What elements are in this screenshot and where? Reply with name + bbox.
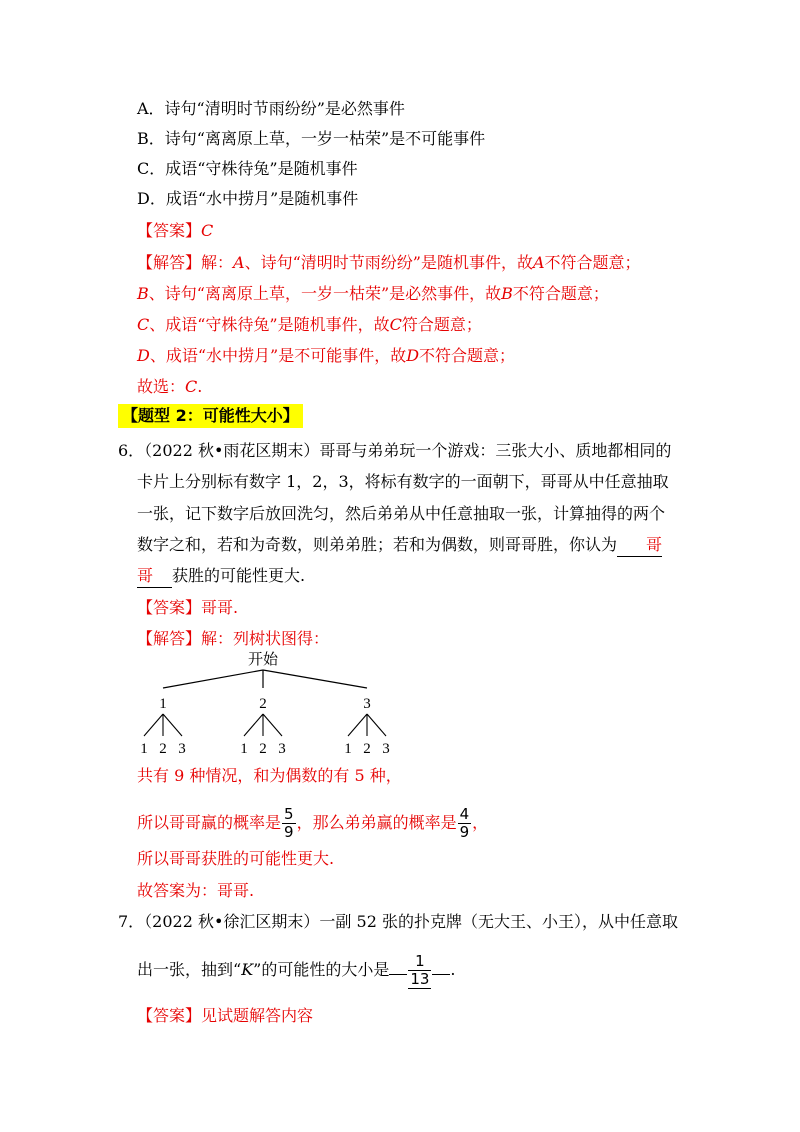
- analysis-letter: B: [137, 284, 149, 303]
- answer-value: C: [201, 221, 214, 240]
- answer-label: 【答案】: [137, 221, 202, 240]
- answer-value: 哥哥.: [201, 598, 239, 617]
- analysis-label: 【解答】: [137, 629, 202, 648]
- analysis-letter: C: [137, 315, 150, 334]
- q6-result-1: 共有 9 种情况，和为偶数的有 5 种，: [137, 766, 402, 785]
- fraction-num: 5: [284, 805, 294, 823]
- option-c: C．成语“守株待兔”是随机事件: [137, 159, 358, 178]
- q5-analysis-line-3: [137, 314, 482, 336]
- fraction-5-9: [282, 806, 296, 841]
- fraction-num: 4: [459, 805, 470, 823]
- tree-l1-1: 1: [159, 696, 167, 712]
- q6-answer: [137, 597, 238, 619]
- analysis-letter2: A: [532, 253, 545, 272]
- analysis-text2: 不符合题意；: [512, 284, 609, 303]
- tree-leaf-1-1: 1: [140, 741, 148, 757]
- q6-line-1: 6．（2022 秋•雨花区期末）哥哥与弟弟玩一个游戏：三张大小、质地都相同的: [118, 441, 672, 460]
- q6-blank-part1: 哥: [617, 534, 662, 557]
- q7-blank-left: [389, 974, 407, 975]
- tree-leaf-1-3: 3: [178, 741, 186, 757]
- q6-analysis-intro: [137, 628, 329, 650]
- analysis-text: 、成语“水中捞月”是不可能事件，故: [149, 346, 407, 365]
- analysis-letter: D: [137, 346, 150, 365]
- option-a: A．诗句“清明时节雨纷纷”是必然事件: [137, 99, 405, 118]
- option-d: D．成语“水中捞月”是随机事件: [137, 189, 359, 208]
- tree-leaf-2-1: 1: [240, 741, 248, 757]
- tree-root: 开始: [247, 650, 279, 668]
- analysis-text: 、诗句“离离原上草，一岁一枯荣”是必然事件，故: [148, 284, 502, 303]
- q6-line-3: 一张，记下数字后放回洗匀，然后弟弟从中任意抽取一张，计算抽得的两个: [137, 504, 666, 523]
- choice-prefix: 故选：: [137, 377, 186, 396]
- q6-line-4-text: 数字之和，若和为奇数，则弟弟胜；若和为偶数，则哥哥胜，你认为: [137, 535, 618, 554]
- analysis-intro-text: 解：列树状图得：: [201, 629, 330, 648]
- fraction-den: 9: [284, 823, 294, 841]
- tree-leaf-2-3: 3: [278, 741, 286, 757]
- q7-line-2-mid: ”的可能性的大小是: [253, 960, 390, 979]
- analysis-letter: A: [233, 253, 245, 272]
- tree-l1-2: 2: [259, 696, 267, 712]
- analysis-text2: 符合题意；: [401, 315, 482, 334]
- q5-choice: [137, 376, 202, 398]
- option-b: B．诗句“离离原上草，一岁一枯荣”是不可能事件: [137, 129, 486, 148]
- tree-diagram: [130, 648, 400, 763]
- tree-leaf-2-2: 2: [259, 741, 267, 757]
- q6-blank-part2: 哥: [137, 565, 172, 588]
- prob-text-1: 所以哥哥赢的概率是: [137, 813, 282, 832]
- prob-text-2: ，那么弟弟赢的概率是: [296, 813, 457, 832]
- q5-analysis-line-4: [137, 345, 515, 367]
- answer-label: 【答案】: [137, 598, 202, 617]
- q6-line-4: [137, 534, 662, 557]
- q7-line-2-end: .: [450, 960, 456, 979]
- choice-suffix: .: [197, 377, 203, 396]
- q5-analysis-line-2: [137, 283, 609, 305]
- q6-result-3: 所以哥哥获胜的可能性更大.: [137, 849, 335, 868]
- q6-tail: 获胜的可能性更大.: [172, 566, 306, 585]
- fraction-1-13: [408, 953, 431, 989]
- q6-line-5: [137, 565, 305, 588]
- section-heading: 【题型 2：可能性大小】: [118, 404, 303, 428]
- q7-line-2: [137, 948, 456, 992]
- analysis-text: 、诗句“清明时节雨纷纷”是随机事件，故: [244, 253, 533, 272]
- analysis-letter2: B: [501, 284, 513, 303]
- analysis-pre: 解：: [201, 253, 234, 272]
- choice-value: C: [185, 377, 198, 396]
- q7-line-2-pre: 出一张，抽到“: [137, 960, 242, 979]
- q7-answer: [137, 1005, 313, 1027]
- fraction-4-9: [458, 806, 472, 841]
- q6-final: 故答案为：哥哥.: [137, 881, 255, 900]
- analysis-letter2: C: [389, 315, 402, 334]
- fraction-num: 1: [415, 951, 425, 970]
- q6-line-2: 卡片上分别标有数字 1，2，3，将标有数字的一面朝下，哥哥从中任意抽取: [137, 472, 669, 491]
- tree-l1-3: 3: [363, 696, 371, 712]
- tree-leaf-3-3: 3: [382, 741, 390, 757]
- prob-text-3: ，: [472, 813, 489, 832]
- analysis-text2: 不符合题意；: [544, 253, 641, 272]
- tree-leaf-1-2: 2: [159, 741, 167, 757]
- analysis-text: 、成语“守株待兔”是随机事件，故: [149, 315, 390, 334]
- answer-value: 见试题解答内容: [201, 1006, 314, 1025]
- q5-answer: [137, 220, 213, 242]
- analysis-text2: 不符合题意；: [419, 346, 516, 365]
- q7-line-1: 7．（2022 秋•徐汇区期末）一副 52 张的扑克牌（无大王、小王），从中任意取: [118, 912, 678, 931]
- q6-probability-line: [137, 803, 488, 843]
- answer-label: 【答案】: [137, 1006, 202, 1025]
- analysis-letter2: D: [406, 346, 420, 365]
- analysis-label: 【解答】: [137, 253, 202, 272]
- tree-leaf-3-1: 1: [344, 741, 352, 757]
- q7-blank-right: [432, 974, 450, 975]
- tree-leaf-3-2: 2: [363, 741, 371, 757]
- q7-letter: K: [241, 960, 254, 979]
- fraction-den: 13: [410, 969, 430, 988]
- q5-analysis-line-1: [137, 252, 641, 274]
- fraction-den: 9: [459, 823, 470, 841]
